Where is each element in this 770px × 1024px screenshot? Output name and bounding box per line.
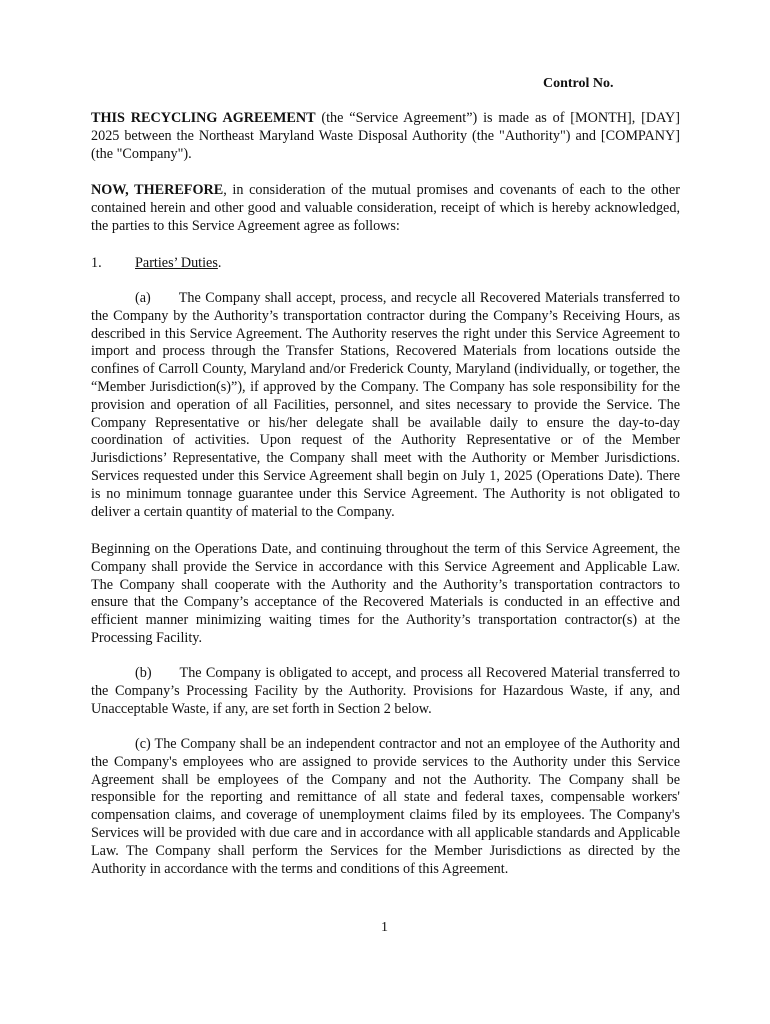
paragraph-b-text: The Company is obligated to accept, and process all Recovered Material transferred to the Company’s Processing Facility by the Authority. Provisions for Hazardous Waste, if any, and Unacceptable Waste, if any, are set forth in Section 2 below. — [91, 665, 680, 717]
intro-bold-lead: THIS RECYCLING AGREEMENT — [91, 110, 316, 126]
intro-text: (the “Service Agreement”) is made as of [MONTH], [DAY] 2025 between the Northeast Maryland Waste Disposal Authority (the "Authority") and [COMPANY] (the "Company"). — [91, 110, 680, 162]
paragraph-beginning — [91, 541, 680, 648]
section-1-title: Parties’ Duties — [135, 255, 218, 271]
paragraph-c-label: (c) — [135, 736, 151, 752]
page-number: 1 — [381, 920, 388, 935]
paragraph-a-label: (a) — [135, 290, 151, 306]
section-1-heading — [91, 255, 221, 272]
paragraph-a — [91, 290, 680, 521]
section-1-number: 1. — [91, 255, 102, 271]
now-therefore-text: , in consideration of the mutual promises and covenants of each to the other contained herein and other good and valuable consideration, receipt of which is hereby acknowledged, the parties to this Service Agreement agree as follows: — [91, 182, 680, 234]
paragraph-beginning-text: Beginning on the Operations Date, and continuing throughout the term of this Service Agreement, the Company shall provide the Service in accordance with this Service Agreement and Applicable Law. The Company shall cooperate with the Authority and the Authority’s transportation contractors to ensure that the Company’s acceptance of the Recovered Materials is conducted in an effective and efficient manner minimizing waiting times for the Authority’s transportation contractor(s) at the Processing Facility. — [91, 541, 680, 646]
paragraph-b-label: (b) — [135, 665, 152, 681]
now-therefore-paragraph — [91, 182, 680, 235]
paragraph-c-text: The Company shall be an independent contractor and not an employee of the Authority and the Company's employees who are assigned to provide services to the Authority under this Service Agreement shall be employees of the Company and not the Authority. The Company shall be responsible for the reporting and remittance of all state and federal taxes, compensable workers' compensation claims, and coverage of unemployment claims filed by its employees. The Company's Services will be provided with due care and in accordance with all applicable standards and Applicable Law. The Company shall perform the Services for the Member Jurisdictions as directed by the Authority in accordance with the terms and conditions of this Agreement. — [91, 736, 680, 877]
now-therefore-bold-lead: NOW, THEREFORE — [91, 182, 224, 198]
intro-paragraph — [91, 110, 680, 163]
paragraph-c — [91, 736, 680, 878]
section-1-title-suffix: . — [217, 255, 222, 271]
paragraph-b — [91, 665, 680, 718]
control-number-label: Control No. — [543, 76, 614, 91]
paragraph-a-text: The Company shall accept, process, and recycle all Recovered Materials transferred to the Company by the Authority’s transportation contractor during the Company’s Receiving Hours, as described in this Service Agreement. The Authority reserves the right under this Service Agreement to import and process through the Transfer Stations, Recovered Materials from locations outside the confines of Carroll County, Maryland and/or Frederick County, Maryland (individually, or together, the “Member Jurisdiction(s)”), if approved by the Company. The Company has sole responsibility for the provision and operation of all Facilities, personnel, and sites necessary to provide the Service. The Company Representative or his/her delegate shall be available daily to ensure the day-to-day coordination of activities. Upon request of the Authority Representative or of the Member Jurisdictions’ Representative, the Company shall meet with the Authority or Member Jurisdictions. Services requested under this Service Agreement shall begin on July 1, 2025 (Operations Date). There is no minimum tonnage guarantee under this Service Agreement. The Authority is not obligated to deliver a certain quantity of material to the Company. — [91, 290, 680, 520]
